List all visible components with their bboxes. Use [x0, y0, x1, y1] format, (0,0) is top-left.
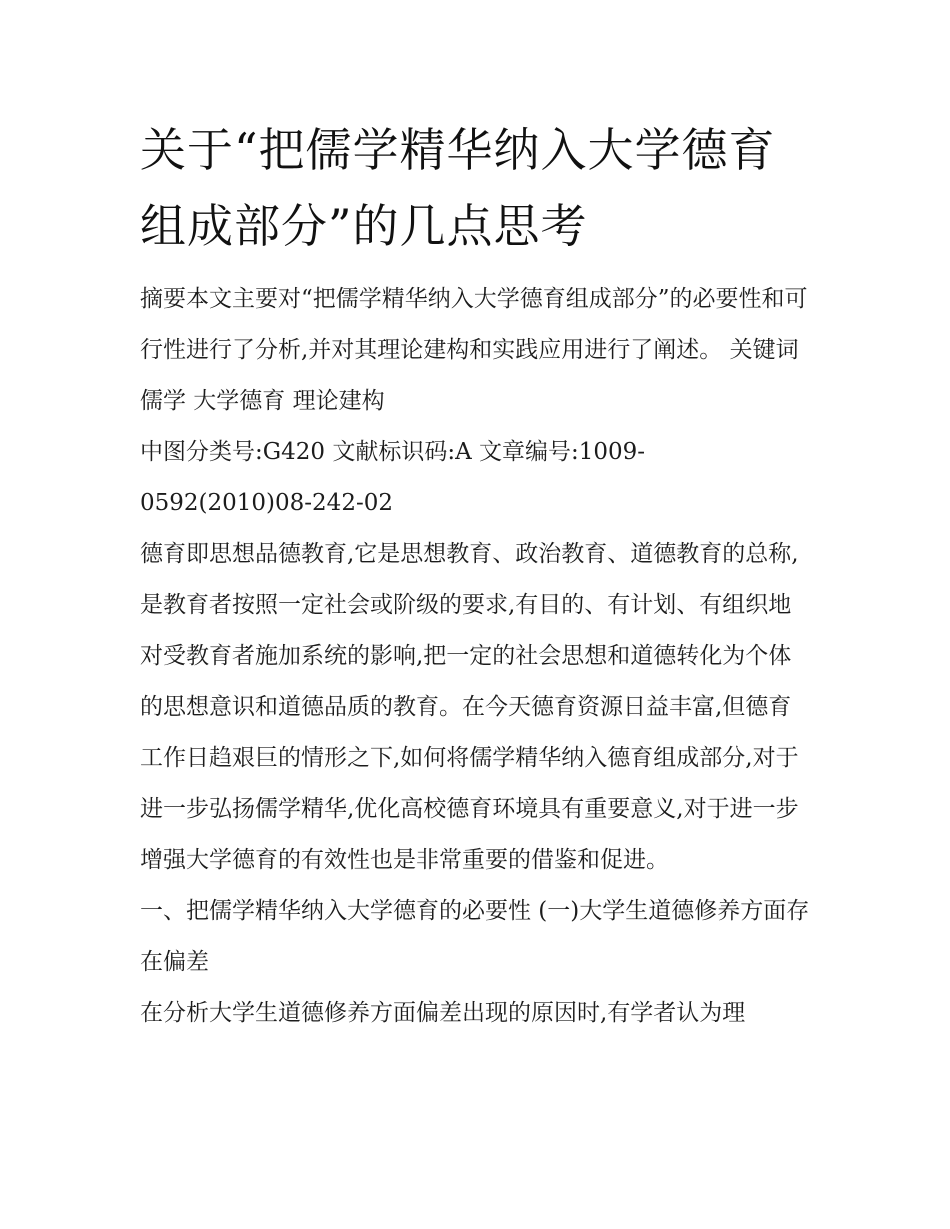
document-title: 关于“把儒学精华纳入大学德育组成部分”的几点思考 — [140, 123, 776, 253]
section-heading: 一、把儒学精华纳入大学德育的必要性 (一)大学生道德修养方面存在偏差 — [140, 898, 810, 975]
abstract-paragraph: 摘要本文主要对“把儒学精华纳入大学德育组成部分”的必要性和可行性进行了分析,并对其理论建构和实践应用进行了阐述。 关键词儒学 大学德育 理论建构 — [140, 286, 808, 414]
document-content — [140, 112, 812, 1039]
classification-line: 中图分类号:G420 文献标识码:A 文章编号:1009-0592(2010)08-242-02 — [140, 439, 646, 516]
body-paragraph-continued: 在分析大学生道德修养方面偏差出现的原因时,有学者认为理 — [140, 1000, 746, 1026]
body-paragraph: 德育即思想品德教育,它是思想教育、政治教育、道德教育的总称,是教育者按照一定社会或阶级的要求,有目的、有计划、有组织地对受教育者施加系统的影响,把一定的社会思想和道德转化为个体的思想意识和道德品质的教育。在今天德育资源日益丰富,但德育工作日趋艰巨的情形之下,如何将儒学精华纳入德育组成部分,对于进一步弘扬儒学精华,优化高校德育环境具有重要意义,对于进一步增强大学德育的有效性也是非常重要的借鉴和促进。 — [140, 541, 799, 873]
